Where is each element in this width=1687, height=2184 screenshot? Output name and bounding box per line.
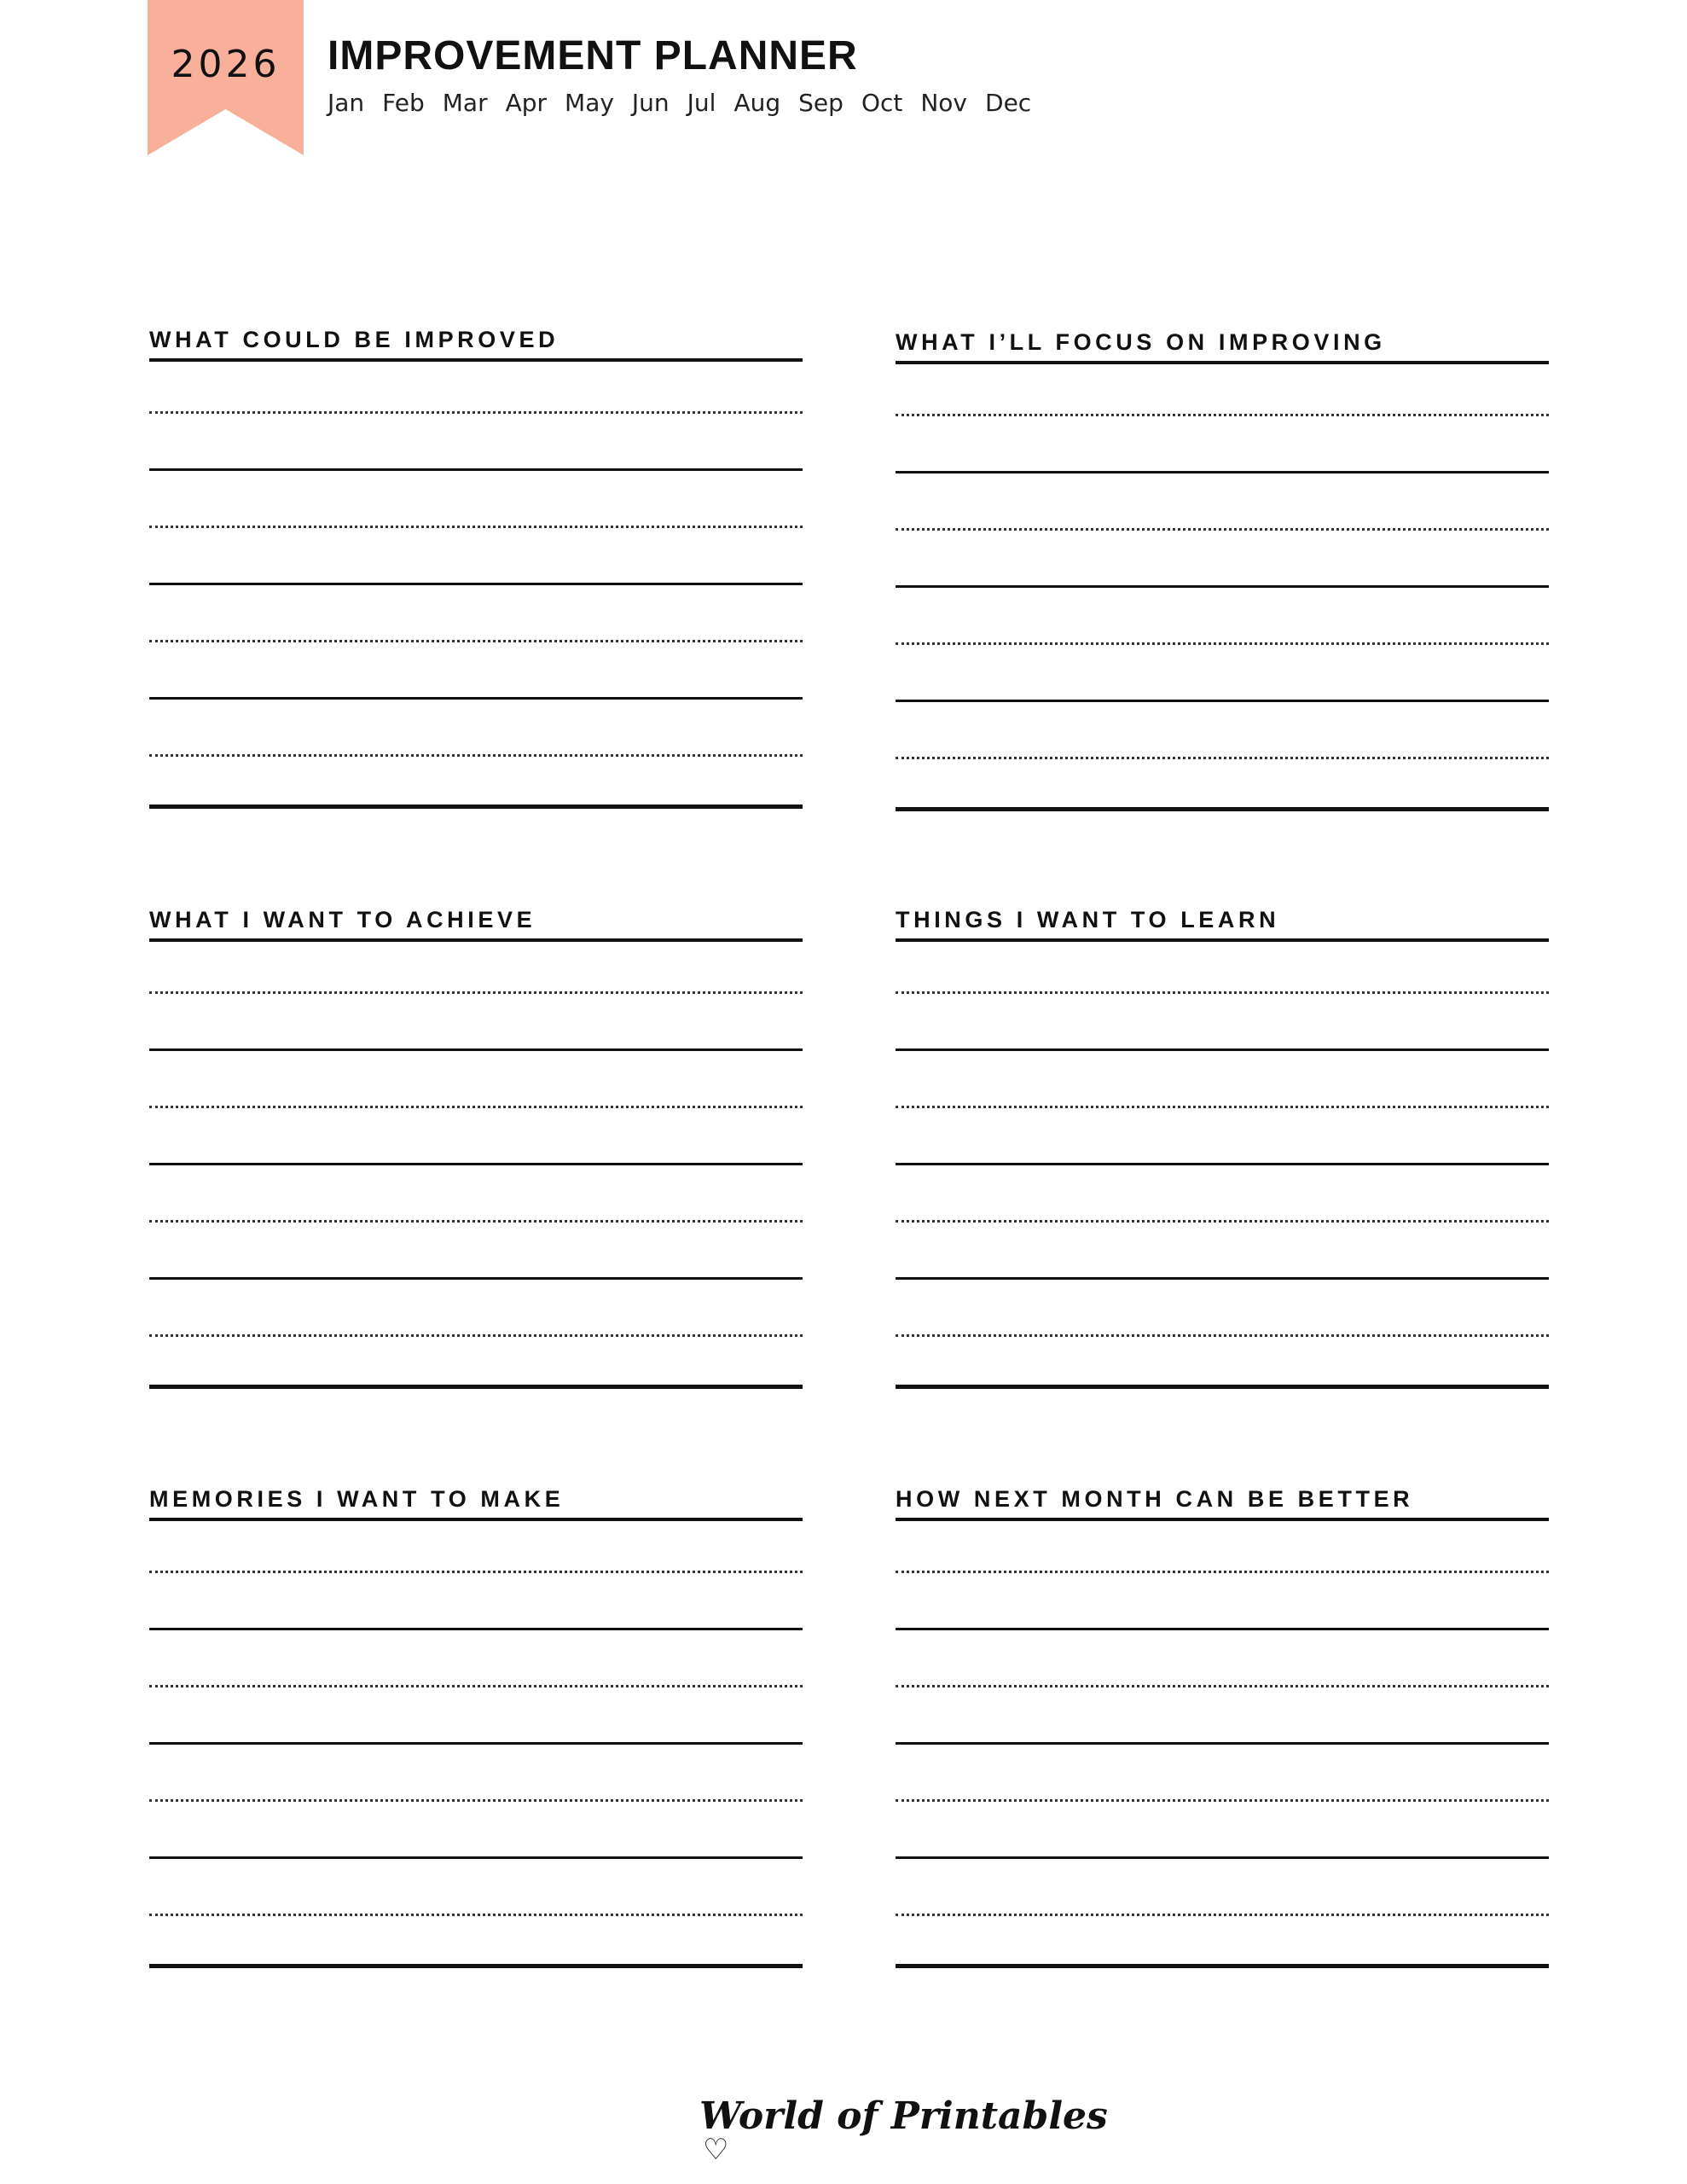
ruled-line: [896, 1856, 1549, 1859]
ruled-line: [896, 471, 1549, 473]
ruled-line: [149, 1628, 803, 1630]
section-heading: MEMORIES I WANT TO MAKE: [149, 1486, 565, 1512]
month-dec[interactable]: Dec: [985, 89, 1032, 117]
brand-name: World of Printables: [699, 2094, 1108, 2138]
section-memories-to-make: [149, 1484, 803, 1968]
ruled-line: [896, 1628, 1549, 1630]
ruled-line: [149, 1856, 803, 1859]
writing-lines[interactable]: [896, 1571, 1549, 1968]
writing-lines[interactable]: [149, 991, 803, 1389]
dotted-line: [149, 526, 803, 528]
section-focus-on-improving: [896, 327, 1549, 811]
ruled-line: [896, 700, 1549, 702]
dotted-line: [896, 1106, 1549, 1108]
section-want-to-learn: [896, 904, 1549, 1389]
month-feb[interactable]: Feb: [382, 89, 425, 117]
month-jan[interactable]: Jan: [328, 89, 365, 117]
dotted-line: [149, 1914, 803, 1916]
dotted-line: [896, 991, 1549, 994]
ruled-line: [149, 804, 803, 809]
dotted-line: [149, 1799, 803, 1802]
ruled-line: [149, 583, 803, 585]
dotted-line: [896, 414, 1549, 416]
month-jul[interactable]: Jul: [687, 89, 716, 117]
month-sep[interactable]: Sep: [798, 89, 844, 117]
ruled-line: [149, 1277, 803, 1280]
year-label: 2026: [171, 43, 281, 86]
month-apr[interactable]: Apr: [505, 89, 548, 117]
heading-rule: [149, 358, 803, 362]
year-banner: [148, 0, 304, 155]
ruled-line: [896, 1163, 1549, 1165]
dotted-line: [149, 1334, 803, 1337]
ruled-line: [149, 697, 803, 700]
dotted-line: [896, 1220, 1549, 1223]
writing-lines[interactable]: [149, 411, 803, 809]
writing-lines[interactable]: [896, 991, 1549, 1389]
dotted-line: [896, 1571, 1549, 1573]
heading-rule: [149, 1518, 803, 1521]
ruled-line: [149, 468, 803, 471]
ruled-line: [896, 807, 1549, 811]
section-heading: WHAT I WANT TO ACHIEVE: [149, 907, 536, 932]
ruled-line: [896, 1048, 1549, 1051]
dotted-line: [149, 1571, 803, 1573]
dotted-line: [149, 1685, 803, 1687]
section-heading: WHAT COULD BE IMPROVED: [149, 327, 559, 352]
ruled-line: [149, 1964, 803, 1968]
ruled-line: [149, 1048, 803, 1051]
heading-rule: [896, 938, 1549, 942]
dotted-line: [896, 1914, 1549, 1916]
section-next-month-better: [896, 1484, 1549, 1968]
section-heading: HOW NEXT MONTH CAN BE BETTER: [896, 1486, 1414, 1512]
section-what-could-be-improved: [149, 324, 803, 809]
dotted-line: [896, 528, 1549, 531]
heading-rule: [149, 938, 803, 942]
heading-rule: [896, 361, 1549, 364]
month-oct[interactable]: Oct: [861, 89, 903, 117]
dotted-line: [149, 411, 803, 414]
dotted-line: [896, 1799, 1549, 1802]
ruled-line: [896, 585, 1549, 588]
heading-rule: [896, 1518, 1549, 1521]
dotted-line: [149, 991, 803, 994]
ruled-line: [896, 1385, 1549, 1389]
brand-logo: [699, 2094, 1108, 2166]
ruled-line: [149, 1742, 803, 1745]
ruled-line: [896, 1277, 1549, 1280]
dotted-line: [149, 1220, 803, 1223]
writing-lines[interactable]: [896, 414, 1549, 811]
month-jun[interactable]: Jun: [631, 89, 670, 117]
month-list: [328, 89, 1049, 117]
section-want-to-achieve: [149, 904, 803, 1389]
ruled-line: [896, 1964, 1549, 1968]
ruled-line: [149, 1163, 803, 1165]
dotted-line: [149, 640, 803, 642]
month-mar[interactable]: Mar: [442, 89, 488, 117]
dotted-line: [896, 1685, 1549, 1687]
ruled-line: [149, 1385, 803, 1389]
writing-lines[interactable]: [149, 1571, 803, 1968]
dotted-line: [149, 754, 803, 757]
section-heading: WHAT I’LL FOCUS ON IMPROVING: [896, 329, 1386, 355]
month-may[interactable]: May: [565, 89, 614, 117]
section-heading: THINGS I WANT TO LEARN: [896, 907, 1280, 932]
page-title: IMPROVEMENT PLANNER: [328, 33, 858, 78]
heart-icon: ♡: [703, 2134, 729, 2166]
month-aug[interactable]: Aug: [733, 89, 781, 117]
dotted-line: [896, 757, 1549, 759]
month-nov[interactable]: Nov: [920, 89, 968, 117]
dotted-line: [149, 1106, 803, 1108]
dotted-line: [896, 1334, 1549, 1337]
ruled-line: [896, 1742, 1549, 1745]
dotted-line: [896, 642, 1549, 645]
